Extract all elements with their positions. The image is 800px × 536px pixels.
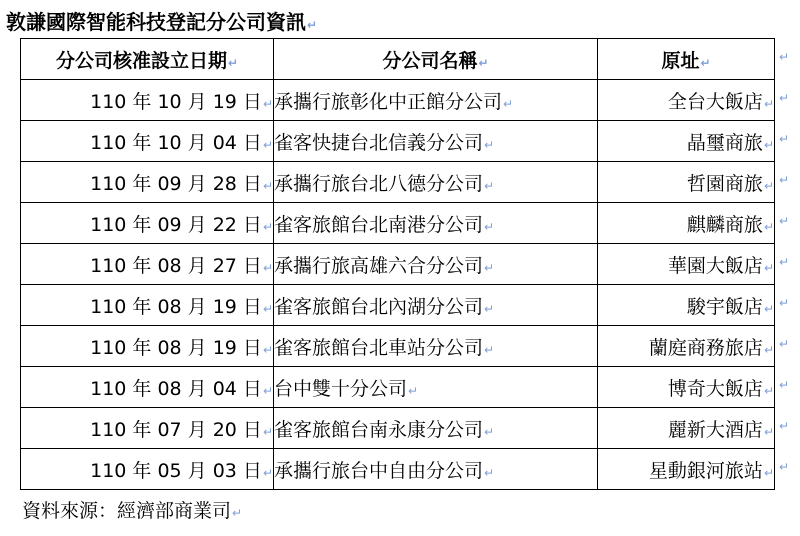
paragraph-mark-icon: ↵ (478, 55, 489, 70)
paragraph-mark-icon: ↵ (484, 465, 495, 480)
paragraph-mark-icon: ↵ (763, 383, 774, 398)
paragraph-mark-icon: ↵ (484, 137, 495, 152)
row-end-mark-icon: ↵ (779, 50, 790, 64)
table-row (21, 449, 775, 490)
paragraph-mark-icon: ↵ (763, 219, 774, 234)
row-end-mark-icon: ↵ (779, 337, 790, 351)
table-row (21, 244, 775, 285)
table-row (21, 121, 775, 162)
paragraph-mark-icon: ↵ (763, 424, 774, 439)
paragraph-mark-icon: ↵ (484, 301, 495, 316)
paragraph-mark-icon: ↵ (262, 424, 273, 439)
paragraph-mark-icon: ↵ (484, 178, 495, 193)
paragraph-mark-icon: ↵ (262, 383, 273, 398)
original-site-cell: 駿宇飯店↵ (598, 285, 775, 326)
title-text: 敦謙國際智能科技登記分公司資訊 (6, 10, 306, 34)
branch-name-cell: 雀客旅館台南永康分公司↵ (274, 408, 598, 449)
paragraph-mark-icon: ↵ (262, 465, 273, 480)
paragraph-mark-icon: ↵ (484, 342, 495, 357)
row-end-mark-icon: ↵ (779, 173, 790, 187)
approval-date-cell: 110 年 08 月 04 日↵ (21, 367, 274, 408)
original-site-cell: 麗新大酒店↵ (598, 408, 775, 449)
paragraph-mark-icon: ↵ (484, 219, 495, 234)
paragraph-mark-icon: ↵ (503, 96, 514, 111)
original-site-cell: 華園大飯店↵ (598, 244, 775, 285)
row-end-mark-icon: ↵ (779, 378, 790, 392)
original-site-cell: 晶璽商旅↵ (598, 121, 775, 162)
table-row (21, 203, 775, 244)
document-title (6, 6, 317, 35)
approval-date-cell: 110 年 07 月 20 日↵ (21, 408, 274, 449)
paragraph-mark-icon: ↵ (763, 301, 774, 316)
table-row (21, 80, 775, 121)
paragraph-mark-icon: ↵ (763, 342, 774, 357)
approval-date-cell: 110 年 08 月 19 日↵ (21, 285, 274, 326)
paragraph-mark-icon: ↵ (408, 383, 419, 398)
paragraph-mark-icon: ↵ (262, 137, 273, 152)
table-row (21, 285, 775, 326)
branch-name-cell: 承攜行旅台中自由分公司↵ (274, 449, 598, 490)
table-row (21, 367, 775, 408)
paragraph-mark-icon: ↵ (763, 96, 774, 111)
paragraph-mark-icon: ↵ (262, 178, 273, 193)
approval-date-cell: 110 年 05 月 03 日↵ (21, 449, 274, 490)
paragraph-mark-icon: ↵ (700, 55, 711, 70)
source-note (22, 496, 242, 523)
row-end-mark-icon: ↵ (779, 91, 790, 105)
paragraph-mark-icon: ↵ (763, 178, 774, 193)
row-end-marks (778, 38, 792, 489)
header-original-site: 原址↵ (598, 39, 775, 80)
branch-name-cell: 雀客快捷台北信義分公司↵ (274, 121, 598, 162)
paragraph-mark-icon: ↵ (262, 96, 273, 111)
header-branch-name: 分公司名稱↵ (274, 39, 598, 80)
source-text: 資料來源：經濟部商業司 (22, 500, 232, 522)
branch-name-cell: 雀客旅館台北車站分公司↵ (274, 326, 598, 367)
approval-date-cell: 110 年 08 月 27 日↵ (21, 244, 274, 285)
branch-registration-table (20, 38, 775, 490)
branch-name-cell: 承攜行旅高雄六合分公司↵ (274, 244, 598, 285)
paragraph-mark-icon: ↵ (262, 301, 273, 316)
approval-date-cell: 110 年 09 月 28 日↵ (21, 162, 274, 203)
branch-name-cell: 台中雙十分公司↵ (274, 367, 598, 408)
paragraph-mark-icon: ↵ (262, 342, 273, 357)
table-row (21, 408, 775, 449)
original-site-cell: 全台大飯店↵ (598, 80, 775, 121)
row-end-mark-icon: ↵ (779, 214, 790, 228)
row-end-mark-icon: ↵ (779, 255, 790, 269)
paragraph-mark-icon: ↵ (232, 506, 243, 520)
approval-date-cell: 110 年 09 月 22 日↵ (21, 203, 274, 244)
paragraph-mark-icon: ↵ (307, 18, 318, 32)
approval-date-cell: 110 年 10 月 19 日↵ (21, 80, 274, 121)
row-end-mark-icon: ↵ (779, 296, 790, 310)
paragraph-mark-icon: ↵ (763, 465, 774, 480)
header-approval-date: 分公司核准設立日期↵ (21, 39, 274, 80)
original-site-cell: 蘭庭商務旅店↵ (598, 326, 775, 367)
approval-date-cell: 110 年 08 月 19 日↵ (21, 326, 274, 367)
paragraph-mark-icon: ↵ (262, 260, 273, 275)
paragraph-mark-icon: ↵ (763, 137, 774, 152)
original-site-cell: 哲園商旅↵ (598, 162, 775, 203)
table-row (21, 326, 775, 367)
paragraph-mark-icon: ↵ (262, 219, 273, 234)
paragraph-mark-icon: ↵ (763, 260, 774, 275)
table-row (21, 162, 775, 203)
table-header-row (21, 39, 775, 80)
approval-date-cell: 110 年 10 月 04 日↵ (21, 121, 274, 162)
branch-name-cell: 承攜行旅彰化中正館分公司↵ (274, 80, 598, 121)
branch-name-cell: 承攜行旅台北八德分公司↵ (274, 162, 598, 203)
row-end-mark-icon: ↵ (779, 132, 790, 146)
row-end-mark-icon: ↵ (779, 460, 790, 474)
row-end-mark-icon: ↵ (779, 419, 790, 433)
original-site-cell: 星動銀河旅站↵ (598, 449, 775, 490)
original-site-cell: 博奇大飯店↵ (598, 367, 775, 408)
paragraph-mark-icon: ↵ (484, 260, 495, 275)
paragraph-mark-icon: ↵ (227, 55, 239, 70)
paragraph-mark-icon: ↵ (484, 424, 495, 439)
branch-name-cell: 雀客旅館台北南港分公司↵ (274, 203, 598, 244)
table-body (21, 80, 775, 490)
branch-name-cell: 雀客旅館台北內湖分公司↵ (274, 285, 598, 326)
original-site-cell: 麒麟商旅↵ (598, 203, 775, 244)
